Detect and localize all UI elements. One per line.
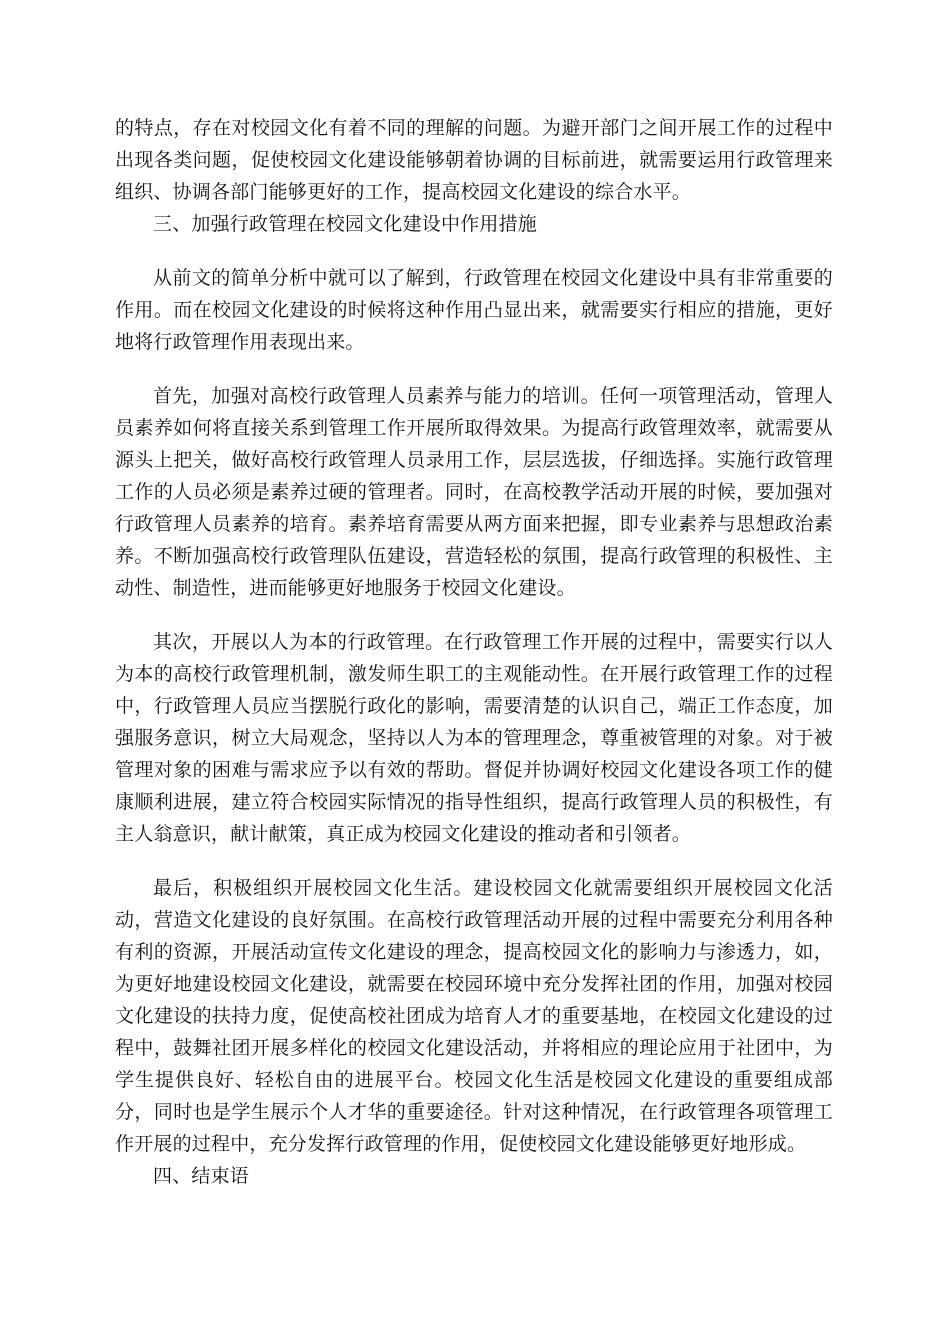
- paragraph-last: 最后，积极组织开展校园文化生活。建设校园文化就需要组织开展校园文化活动，营造文化建设的良好氛围。在高校行政管理活动开展的过程中需要充分利用各种有利的资源，开展活动宣传文化建设的理念，提高校园文化的影响力与渗透力，如，为更好地建设校园文化建设，就需要在校园环境中充分发挥社团的作用，加强对校园文化建设的扶持力度，促使高校社团成为培育人才的重要基地，在校园文化建设的过程中，鼓舞社团开展多样化的校园文化建设活动，并将相应的理论应用于社团中，为学生提供良好、轻松自由的进展平台。校园文化生活是校园文化建设的重要组成部分，同时也是学生展示个人才华的重要途径。针对这种情况，在行政管理各项管理工作开展的过程中，充分发挥行政管理的作用，促使校园文化建设能够更好地形成。: [115, 877, 833, 1155]
- paragraph-intro: 从前文的简单分析中就可以了解到，行政管理在校园文化建设中具有非常重要的作用。而在校园文化建设的时候将这种作用凸显出来，就需要实行相应的措施，更好地将行政管理作用表现出来。: [115, 267, 833, 353]
- document-body: [115, 112, 833, 1192]
- paragraph-second: 其次，开展以人为本的行政管理。在行政管理工作开展的过程中，需要实行以人为本的高校行政管理机制，激发师生职工的主观能动性。在开展行政管理工作的过程中，行政管理人员应当摆脱行政化的影响，需要清楚的认识自己，端正工作态度，加强服务意识，树立大局观念，坚持以人为本的管理理念，尊重被管理的对象。对于被管理对象的困难与需求应予以有效的帮助。督促并协调好校园文化建设各项工作的健康顺利进展，建立符合校园实际情况的指导性组织，提高行政管理人员的积极性，有主人翁意识，献计献策，真正成为校园文化建设的推动者和引领者。: [115, 631, 833, 845]
- paragraph-first: 首先，加强对高校行政管理人员素养与能力的培训。任何一项管理活动，管理人员素养如何将直接关系到管理工作开展所取得效果。为提高行政管理效率，就需要从源头上把关，做好高校行政管理人员录用工作，层层选拔，仔细选择。实施行政管理工作的人员必须是素养过硬的管理者。同时，在高校教学活动开展的时候，要加强对行政管理人员素养的培育。素养培育需要从两方面来把握，即专业素养与思想政治素养。不断加强高校行政管理队伍建设，营造轻松的氛围，提高行政管理的积极性、主动性、制造性，进而能够更好地服务于校园文化建设。: [115, 385, 833, 599]
- section-heading-4: 四、结束语: [153, 1165, 250, 1187]
- paragraph-continued: 的特点，存在对校园文化有着不同的理解的问题。为避开部门之间开展工作的过程中出现各类问题，促使校园文化建设能够朝着协调的目标前进，就需要运用行政管理来组织、协调各部门能够更好的工作，提高校园文化建设的综合水平。: [115, 117, 833, 203]
- section-heading-3: 三、加强行政管理在校园文化建设中作用措施: [153, 213, 538, 235]
